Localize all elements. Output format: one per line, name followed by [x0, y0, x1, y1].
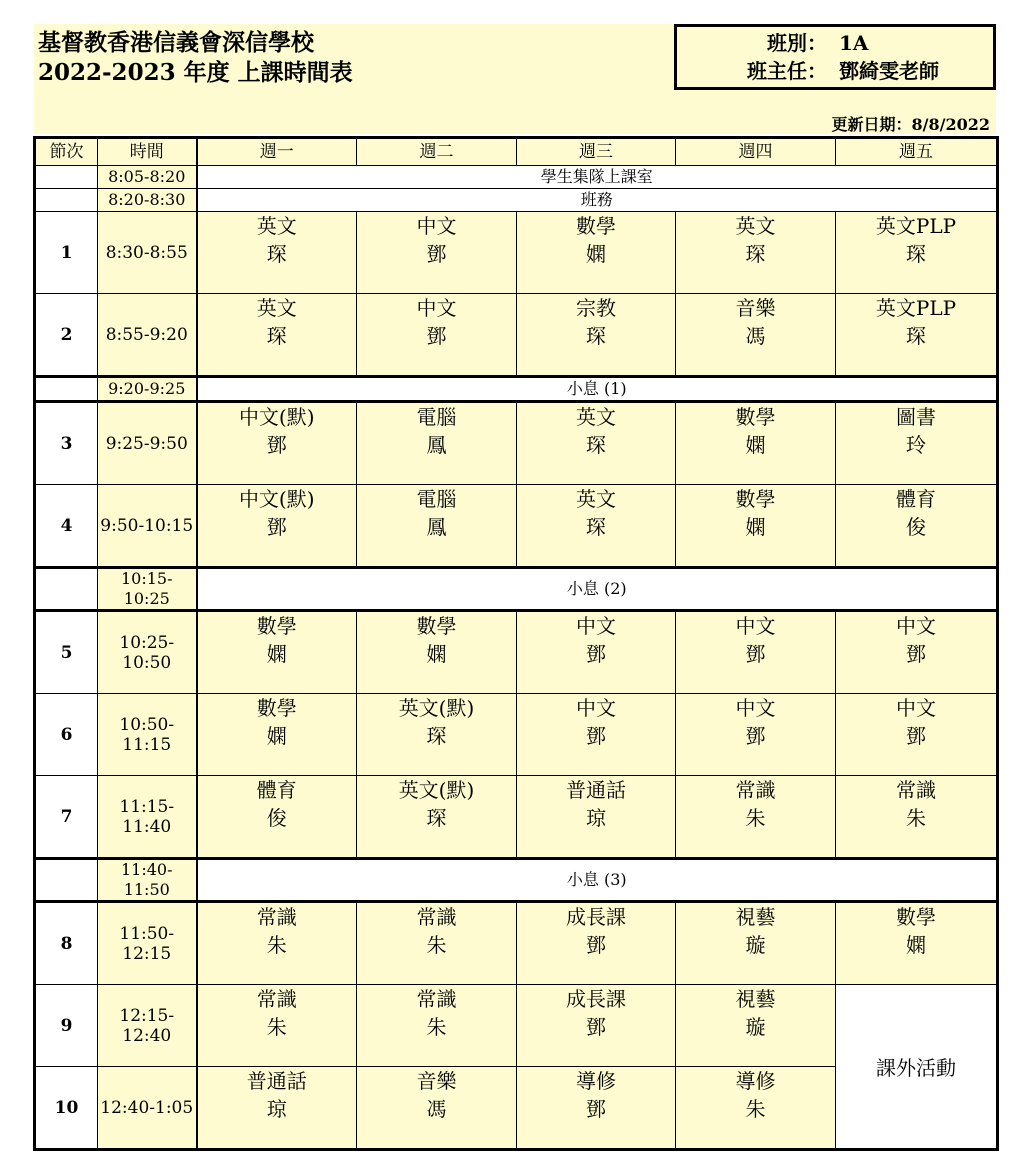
- day-header: 週一: [197, 138, 357, 166]
- time-cell: 8:05-8:20: [98, 166, 197, 189]
- teacher: 鳳: [426, 433, 447, 457]
- period-header: 節次: [35, 138, 98, 166]
- time-cell: 9:20-9:25: [98, 377, 197, 402]
- teacher: 琛: [266, 242, 287, 266]
- lesson-cell: [517, 212, 676, 294]
- subject: 常識: [256, 905, 297, 929]
- activity-cell: 課外活動: [836, 985, 998, 1150]
- lesson-cell: [517, 902, 676, 985]
- lesson-cell: [676, 694, 836, 776]
- lesson-cell: [836, 294, 998, 377]
- subject: 常識: [416, 987, 457, 1011]
- lesson-cell: [197, 1067, 357, 1150]
- lesson-cell: [357, 694, 517, 776]
- subject: 英文: [735, 214, 776, 238]
- time-cell: 12:15-12:40: [98, 985, 197, 1067]
- subject: 音樂: [416, 1069, 457, 1093]
- subject: 成長課: [566, 905, 626, 929]
- teacher: 朱: [745, 806, 766, 830]
- teacher: 鄧: [586, 933, 606, 957]
- teacher: 朱: [426, 933, 447, 957]
- lesson-row: [35, 294, 998, 377]
- lesson-cell: [676, 402, 836, 485]
- teacher: 嫻: [906, 933, 926, 957]
- lesson-cell: [836, 402, 998, 485]
- subject: 體育: [256, 778, 297, 802]
- timetable: [33, 136, 999, 1151]
- teacher: 玲: [906, 433, 926, 457]
- time-cell: 10:15-10:25: [98, 568, 197, 611]
- lesson-row: [35, 694, 998, 776]
- subject: 數學: [256, 614, 297, 638]
- teacher: 鄧: [266, 433, 287, 457]
- lesson-cell: [517, 294, 676, 377]
- teacher: 琛: [906, 324, 926, 348]
- lesson-row: [35, 212, 998, 294]
- subject: 中文: [896, 696, 936, 720]
- day-header: 週四: [676, 138, 836, 166]
- time-cell: 9:50-10:15: [98, 485, 197, 568]
- subject: 數學: [416, 614, 457, 638]
- time-header: 時間: [98, 138, 197, 166]
- subject: 中文: [416, 214, 457, 238]
- teacher: 嫻: [426, 642, 447, 666]
- subject: 數學: [735, 487, 776, 511]
- period-number: 5: [35, 611, 98, 694]
- lesson-cell: [357, 611, 517, 694]
- subject: 成長課: [566, 987, 626, 1011]
- teacher: 朱: [426, 1015, 447, 1039]
- teacher: 琼: [266, 1097, 287, 1121]
- subject: 電腦: [416, 405, 457, 429]
- teacher: 朱: [266, 1015, 287, 1039]
- lesson-cell: [676, 485, 836, 568]
- teacher-row: [677, 57, 993, 85]
- subject: 英文(默): [398, 696, 475, 720]
- subject: 數學: [735, 405, 776, 429]
- teacher: 鄧: [745, 642, 766, 666]
- teacher: 鄧: [906, 642, 926, 666]
- lesson-cell: [676, 212, 836, 294]
- time-cell: 8:55-9:20: [98, 294, 197, 377]
- time-cell: 11:15-11:40: [98, 776, 197, 859]
- teacher: 朱: [745, 1097, 766, 1121]
- subject: 宗教: [576, 296, 616, 320]
- lesson-cell: [676, 902, 836, 985]
- classwork-row: [35, 189, 998, 212]
- lesson-cell: [676, 985, 836, 1067]
- period-number: 4: [35, 485, 98, 568]
- break-row: [35, 859, 998, 902]
- lesson-cell: [197, 402, 357, 485]
- teacher: 鄧: [266, 515, 287, 539]
- teacher: 鄧: [906, 724, 926, 748]
- subject: 數學: [256, 696, 297, 720]
- teacher: 朱: [906, 806, 926, 830]
- lesson-row: [35, 611, 998, 694]
- lesson-cell: [676, 1067, 836, 1150]
- period-cell: [35, 568, 98, 611]
- teacher: 鄧: [586, 1015, 606, 1039]
- time-cell: 8:30-8:55: [98, 212, 197, 294]
- subject: 中文: [735, 696, 776, 720]
- lesson-row: [35, 485, 998, 568]
- lesson-cell: [836, 902, 998, 985]
- subject: 英文(默): [398, 778, 475, 802]
- lesson-cell: [197, 485, 357, 568]
- period-cell: [35, 377, 98, 402]
- period-number: 8: [35, 902, 98, 985]
- teacher: 琛: [745, 242, 766, 266]
- lesson-cell: [197, 902, 357, 985]
- period-number: 3: [35, 402, 98, 485]
- class-value: 1A: [839, 31, 869, 55]
- lesson-cell: [517, 402, 676, 485]
- subject: 普通話: [566, 778, 626, 802]
- teacher: 琛: [586, 433, 606, 457]
- teacher: 俊: [906, 515, 926, 539]
- lesson-cell: [517, 611, 676, 694]
- subject: 視藝: [735, 905, 776, 929]
- time-cell: 9:25-9:50: [98, 402, 197, 485]
- teacher: 嫻: [266, 642, 287, 666]
- lesson-cell: [836, 212, 998, 294]
- subject: 視藝: [735, 987, 776, 1011]
- teacher-value: 鄧綺雯老師: [839, 59, 939, 83]
- day-header: 週二: [357, 138, 517, 166]
- subject: 體育: [896, 487, 936, 511]
- period-cell: [35, 859, 98, 902]
- lesson-cell: [357, 402, 517, 485]
- teacher: 嫻: [745, 515, 766, 539]
- break-row: [35, 568, 998, 611]
- lesson-cell: [676, 611, 836, 694]
- subject: 中文: [576, 696, 616, 720]
- subject: 英文PLP: [875, 214, 957, 238]
- teacher: 琼: [586, 806, 606, 830]
- lesson-cell: [676, 776, 836, 859]
- period-number: 6: [35, 694, 98, 776]
- lesson-cell: [517, 694, 676, 776]
- time-cell: 11:40-11:50: [98, 859, 197, 902]
- class-row: [677, 29, 993, 57]
- assembly-row: [35, 166, 998, 189]
- subject: 中文: [735, 614, 776, 638]
- period-number: 7: [35, 776, 98, 859]
- teacher: 馮: [745, 324, 766, 348]
- teacher: 琛: [586, 515, 606, 539]
- lesson-cell: [836, 485, 998, 568]
- subject: 英文: [576, 487, 616, 511]
- time-cell: 11:50-12:15: [98, 902, 197, 985]
- subject: 英文: [256, 214, 297, 238]
- break-cell: 小息 (3): [197, 859, 998, 902]
- time-cell: 8:20-8:30: [98, 189, 197, 212]
- teacher: 琛: [906, 242, 926, 266]
- lesson-cell: [836, 611, 998, 694]
- subject: 常識: [416, 905, 457, 929]
- year-title: 2022-2023 年度 上課時間表: [38, 59, 353, 86]
- lesson-cell: [357, 212, 517, 294]
- teacher: 俊: [266, 806, 287, 830]
- lesson-cell: [517, 1067, 676, 1150]
- teacher: 嫻: [586, 242, 606, 266]
- subject: 中文: [576, 614, 616, 638]
- teacher: 琛: [426, 806, 447, 830]
- teacher: 鄧: [426, 242, 447, 266]
- lesson-cell: [197, 294, 357, 377]
- teacher: 鄧: [586, 1097, 606, 1121]
- lesson-row: [35, 776, 998, 859]
- period-cell: [35, 166, 98, 189]
- assembly-cell: 學生集隊上課室: [197, 166, 998, 189]
- teacher: 鳳: [426, 515, 447, 539]
- lesson-cell: [517, 776, 676, 859]
- subject: 圖書: [896, 405, 936, 429]
- teacher: 琛: [586, 324, 606, 348]
- lesson-cell: [197, 694, 357, 776]
- teacher: 璇: [745, 933, 766, 957]
- teacher: 嫻: [266, 724, 287, 748]
- lesson-row: [35, 402, 998, 485]
- period-number: 2: [35, 294, 98, 377]
- subject: 中文(默): [238, 487, 315, 511]
- teacher: 朱: [266, 933, 287, 957]
- subject: 導修: [576, 1069, 616, 1093]
- subject: 數學: [576, 214, 616, 238]
- lesson-row: [35, 985, 998, 1067]
- day-header: 週三: [517, 138, 676, 166]
- lesson-row: [35, 902, 998, 985]
- subject: 常識: [896, 778, 936, 802]
- lesson-cell: [517, 985, 676, 1067]
- teacher: 鄧: [586, 642, 606, 666]
- teacher-label: 班主任：: [747, 59, 827, 83]
- class-label: 班別：: [767, 31, 827, 55]
- lesson-cell: [836, 776, 998, 859]
- period-number: 10: [35, 1067, 98, 1150]
- period-number: 9: [35, 985, 98, 1067]
- subject: 電腦: [416, 487, 457, 511]
- day-header: 週五: [836, 138, 998, 166]
- subject: 導修: [735, 1069, 776, 1093]
- teacher: 馮: [426, 1097, 447, 1121]
- lesson-cell: [357, 985, 517, 1067]
- lesson-cell: [197, 985, 357, 1067]
- table-header-row: [35, 138, 998, 166]
- subject: 中文: [896, 614, 936, 638]
- lesson-cell: [197, 212, 357, 294]
- break-cell: 小息 (2): [197, 568, 998, 611]
- subject: 數學: [896, 905, 936, 929]
- teacher: 嫻: [745, 433, 766, 457]
- period-number: 1: [35, 212, 98, 294]
- period-cell: [35, 189, 98, 212]
- subject: 英文: [576, 405, 616, 429]
- subject: 中文: [416, 296, 457, 320]
- teacher: 鄧: [745, 724, 766, 748]
- lesson-cell: [357, 1067, 517, 1150]
- lesson-cell: [676, 294, 836, 377]
- break-row: [35, 377, 998, 402]
- school-name: 基督教香港信義會深信學校: [38, 29, 314, 56]
- subject: 普通話: [246, 1069, 307, 1093]
- lesson-cell: [357, 485, 517, 568]
- subject: 音樂: [735, 296, 776, 320]
- subject: 常識: [735, 778, 776, 802]
- update-date: 更新日期：8/8/2022: [831, 115, 990, 134]
- teacher: 鄧: [586, 724, 606, 748]
- subject: 常識: [256, 987, 297, 1011]
- teacher: 琛: [266, 324, 287, 348]
- teacher: 琛: [426, 724, 447, 748]
- lesson-cell: [836, 694, 998, 776]
- classwork-cell: 班務: [197, 189, 998, 212]
- teacher: 鄧: [426, 324, 447, 348]
- subject: 英文PLP: [875, 296, 957, 320]
- lesson-cell: [357, 776, 517, 859]
- lesson-cell: [197, 776, 357, 859]
- lesson-cell: [357, 294, 517, 377]
- lesson-cell: [197, 611, 357, 694]
- subject: 英文: [256, 296, 297, 320]
- time-cell: 10:50-11:15: [98, 694, 197, 776]
- lesson-cell: [357, 902, 517, 985]
- time-cell: 12:40-1:05: [98, 1067, 197, 1150]
- school-title-block: [38, 28, 353, 88]
- teacher: 璇: [745, 1015, 766, 1039]
- time-cell: 10:25-10:50: [98, 611, 197, 694]
- class-info-box: [674, 24, 996, 90]
- subject: 中文(默): [238, 405, 315, 429]
- lesson-cell: [517, 485, 676, 568]
- break-cell: 小息 (1): [197, 377, 998, 402]
